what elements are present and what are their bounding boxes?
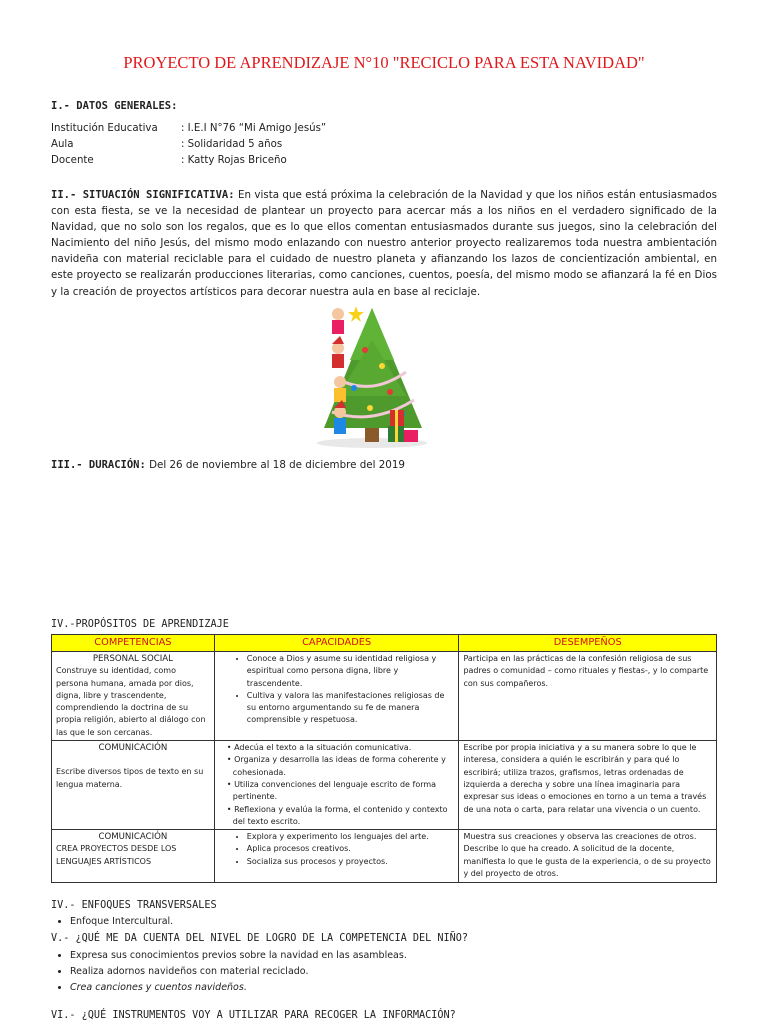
christmas-tree-illustration [310, 300, 435, 450]
propositos-heading: IV.-PROPÓSITOS DE APRENDIZAJE [51, 619, 229, 630]
header-capacidades: CAPACIDADES [214, 635, 459, 652]
enfoques-list [51, 914, 173, 930]
table-row [52, 741, 717, 830]
logro-heading: V.- ¿QUÉ ME DA CUENTA DEL NIVEL DE LOGRO DE LA COMPETENCIA DEL NIÑO? [51, 933, 469, 944]
situacion-text: En vista que está próxima la celebración de la Navidad y que los niños están entusiasmados con esta fiesta, se ve la necesidad de plantear un proyecto para acercar más a los niños en el verdadero significado de la Navidad, que no solo son los regalos, que es lo que ellos comentan entusiasmados durante sus juegos, sino la celebración del Nacimiento del niño Jesús, del mismo modo enlazando con nuestro anterior proyecto realizaremos toda nuestra ambientación navideña con material reciclable para el cuidado de nuestro planeta y afianzando los lazos de concientización ambiental, en este proyecto se realizarán producciones literarias, como canciones, cuentos, poesía, del mismo modo se afianzará la fé en Dios y la creación de proyectos artísticos para decorar nuestra aula en base al reciclaje. [51, 189, 717, 298]
document-title: PROYECTO DE APRENDIZAJE N°10 "RECICLO PARA ESTA NAVIDAD" [123, 53, 645, 72]
list-item: • Enfoque Intercultural. [70, 914, 173, 930]
area-label: PERSONAL SOCIAL [92, 654, 173, 664]
header-desempenos: DESEMPEÑOS [459, 635, 717, 652]
competencia-cell [52, 652, 215, 741]
competencia-text: Escribe diversos tipos de texto en su lengua materna. [56, 767, 204, 789]
duracion-heading: III.- DURACIÓN: [51, 459, 146, 471]
desempeno-cell: Participa en las prácticas de la confesión religiosa de sus padres o comunidad – como rituales y fiestas-, y lo comparte con sus compañeros. [459, 652, 717, 741]
capacidades-cell [214, 652, 459, 741]
capacidad-item: • Reflexiona y evalúa la forma, el contenido y contexto del texto escrito. [226, 804, 448, 826]
situacion-paragraph [51, 187, 717, 300]
info-label: Docente [51, 155, 94, 166]
info-label: Aula [51, 139, 74, 150]
competencia-cell [52, 741, 215, 830]
capacidad-item: • Socializa sus procesos y proyectos. [247, 856, 455, 868]
propositos-table [51, 634, 717, 883]
area-label: COMUNICACIÓN [98, 832, 168, 843]
competencia-text: CREA PROYECTOS DESDE LOS LENGUAJES ARTÍSTICOS [56, 844, 177, 866]
capacidades-cell [214, 741, 459, 830]
enfoques-heading: IV.- ENFOQUES TRANSVERSALES [51, 900, 217, 911]
info-value: : Solidaridad 5 años [181, 139, 283, 150]
capacidad-item: • Adecúa el texto a la situación comunicativa. [226, 743, 412, 753]
table-row [52, 830, 717, 883]
datos-heading: I.- DATOS GENERALES: [51, 100, 178, 112]
list-item: • Expresa sus conocimientos previos sobre la navidad en las asambleas. [70, 948, 407, 964]
capacidad-item: • Cultiva y valora las manifestaciones religiosas de su entorno argumentando su fe de manera comprensible y respetuosa. [247, 690, 455, 727]
capacidad-item: • Explora y experimento los lenguajes del arte. [247, 831, 455, 843]
instrumentos-heading: VI.- ¿QUÉ INSTRUMENTOS VOY A UTILIZAR PARA RECOGER LA INFORMACIÓN? [51, 1010, 456, 1021]
info-label: Institución Educativa [51, 123, 158, 134]
capacidad-item: • Utiliza convenciones del lenguaje escrito de forma pertinente. [226, 779, 437, 802]
desempeno-cell: Escribe por propia iniciativa y a su manera sobre lo que le interesa, considera a quién le escribirán y para qué lo escribirá; utiliza trazos, grafismos, letras ordenadas de izquierda a derecha y sobre una línea imaginaria para expresar sus ideas o emociones en torno a un tema a través de una nota o carta, para relatar una vivencia o un cuento. [459, 741, 717, 830]
area-label: COMUNICACIÓN [98, 743, 168, 754]
duracion-line [51, 459, 405, 471]
info-value: : I.E.I N°76 “Mi Amigo Jesús” [181, 123, 327, 134]
logro-list [51, 948, 407, 996]
capacidad-item: • Organiza y desarrolla las ideas de forma coherente y cohesionada. [226, 755, 446, 777]
table-row [52, 652, 717, 741]
list-item: • Crea canciones y cuentos navideños. [70, 980, 407, 996]
situacion-heading: II.- SITUACIÓN SIGNIFICATIVA: [51, 189, 235, 201]
header-competencias: COMPETENCIAS [52, 635, 215, 652]
table-header-row [52, 635, 717, 652]
info-value: : Katty Rojas Briceño [181, 155, 287, 166]
competencia-text: Construye su identidad, como persona humana, amada por dios, digna, libre y trascendente, comprendiendo la doctrina de su propia religión, abierto al diálogo con las que le son cercanas. [56, 666, 206, 737]
capacidades-cell [214, 830, 459, 883]
capacidad-item: • Aplica procesos creativos. [247, 843, 455, 855]
desempeno-cell: Muestra sus creaciones y observa las creaciones de otros. Describe lo que ha creado. A solicitud de la docente, manifiesta lo que le gusta de la experiencia, o de su proyecto y del proyecto de otros. [459, 830, 717, 883]
duracion-text: Del 26 de noviembre al 18 de diciembre del 2019 [149, 459, 405, 471]
capacidad-item: • Conoce a Dios y asume su identidad religiosa y espiritual como persona digna, libre y trascendente. [247, 653, 455, 690]
list-item: • Realiza adornos navideños con material reciclado. [70, 964, 407, 980]
competencia-cell [52, 830, 215, 883]
